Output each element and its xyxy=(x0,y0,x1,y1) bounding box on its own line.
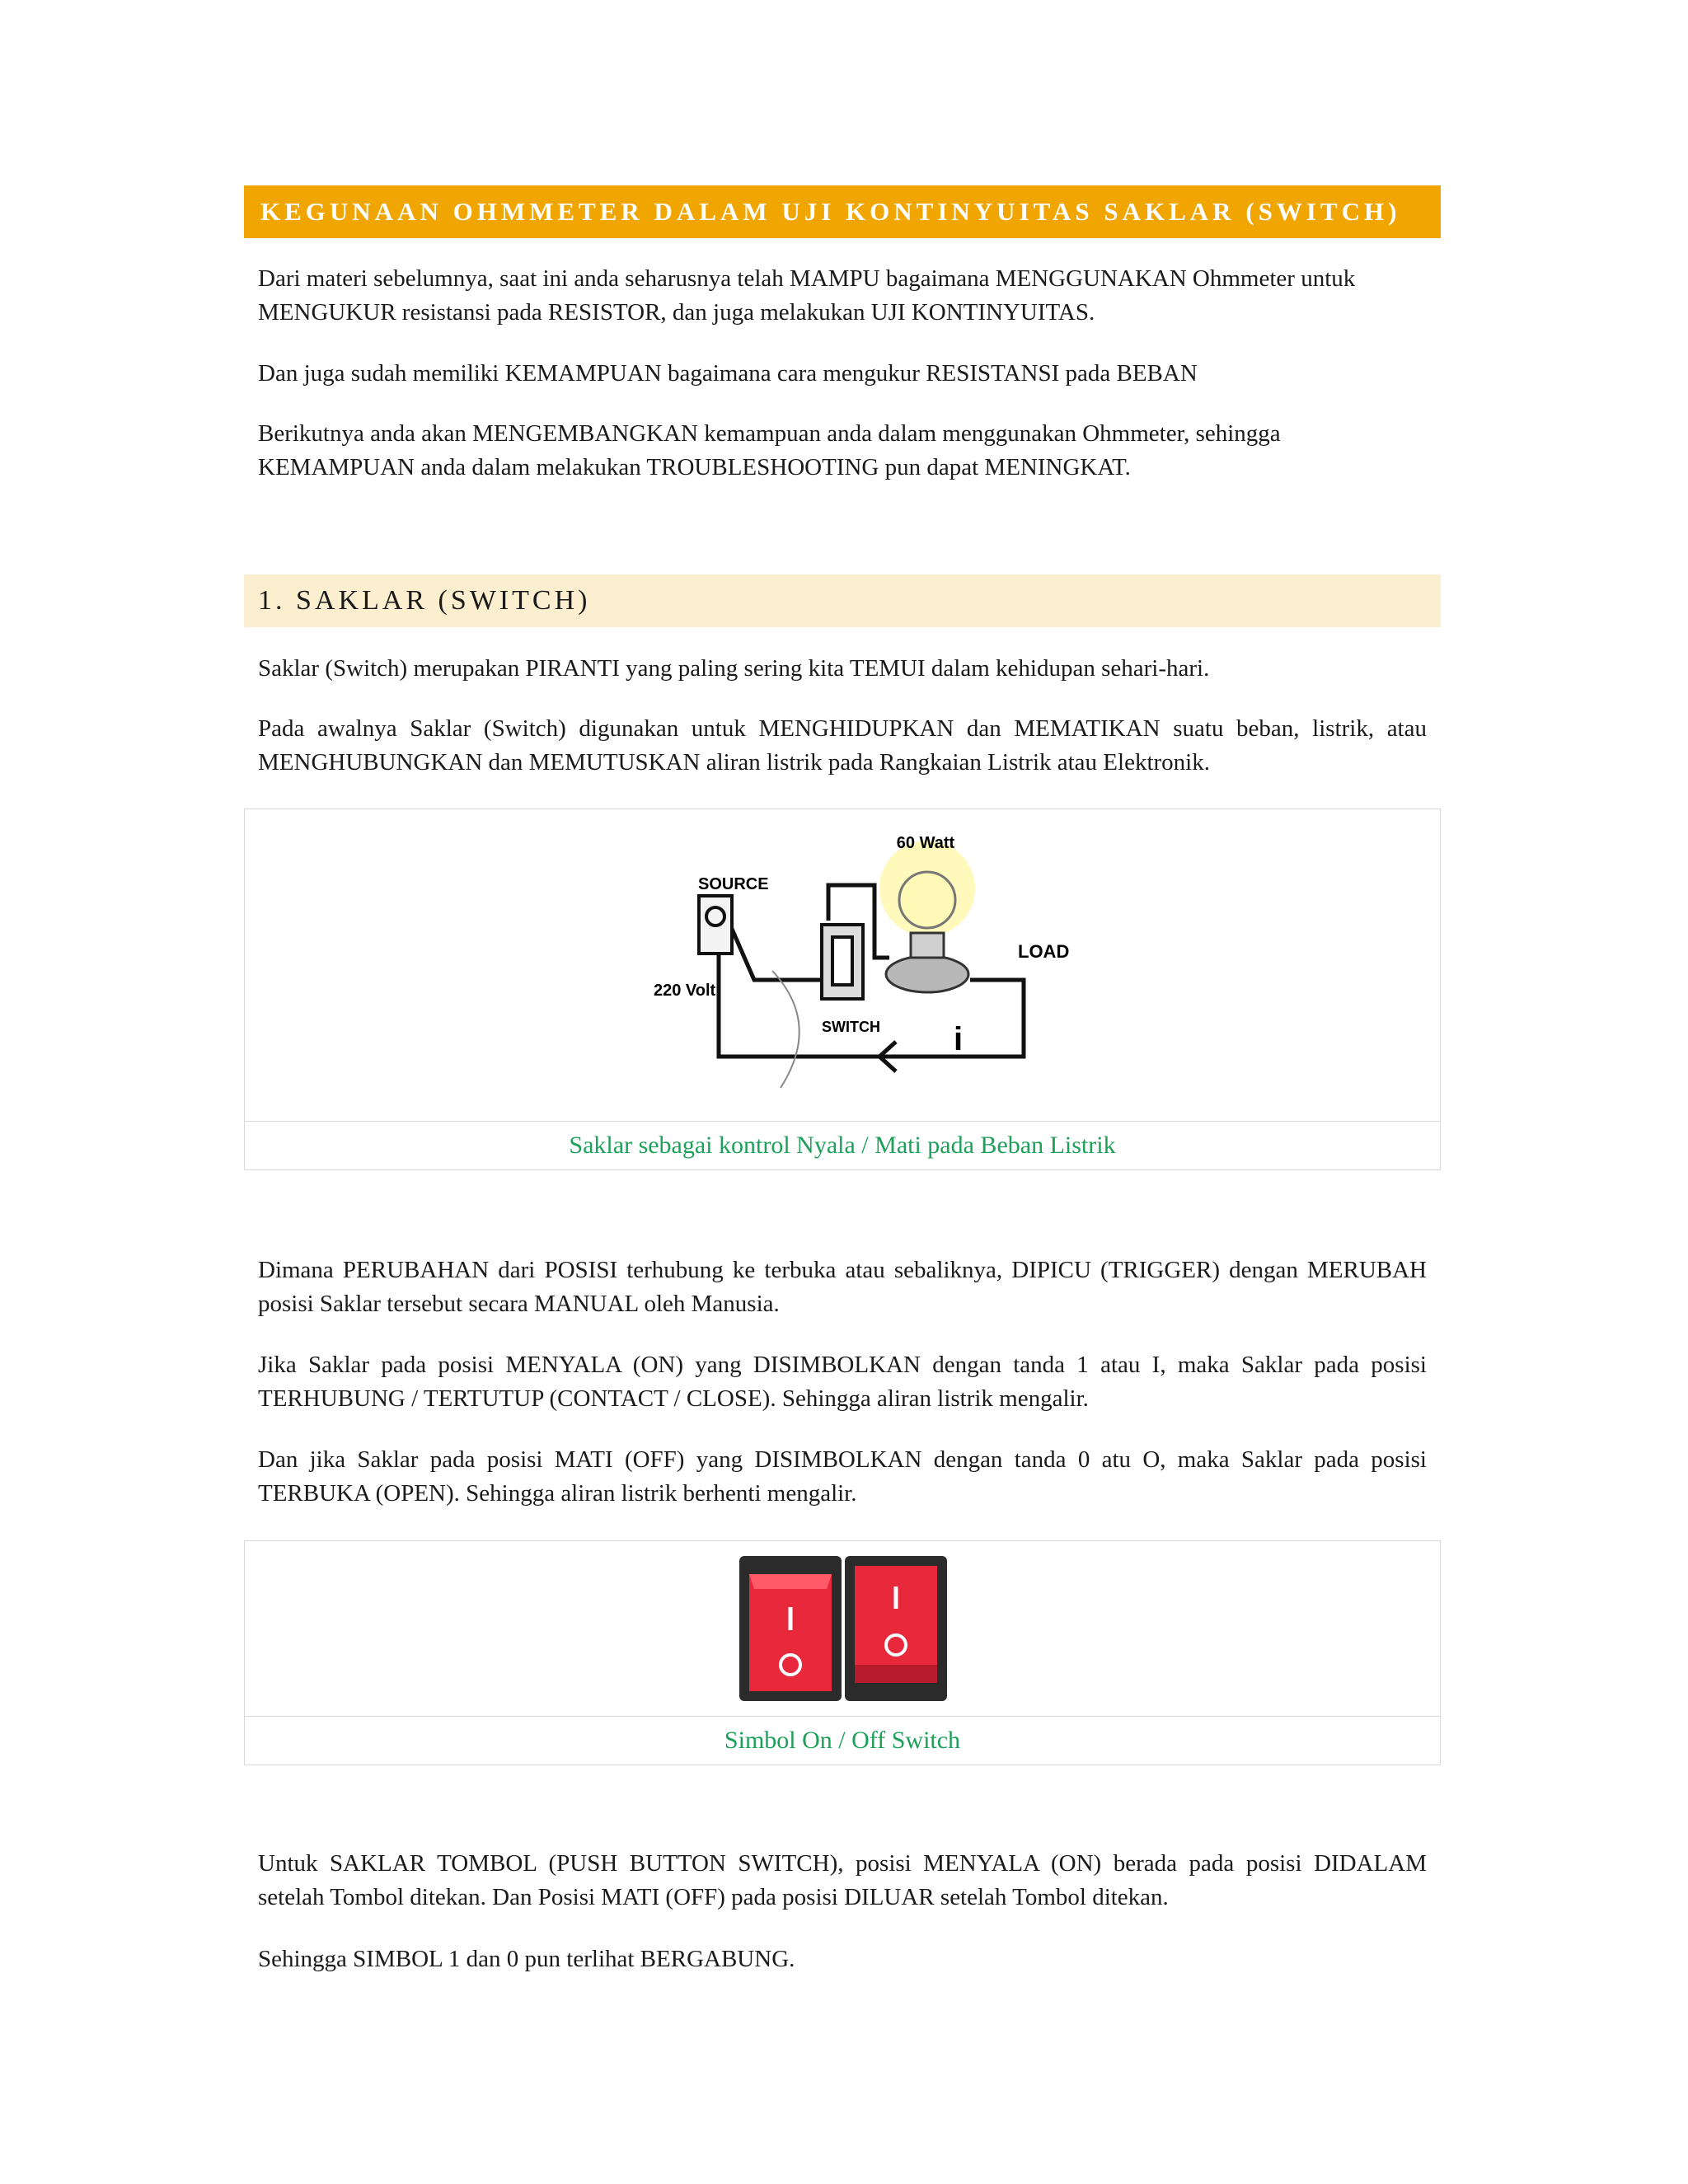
lamp-holder xyxy=(886,956,968,992)
figure-circuit xyxy=(244,808,1441,1170)
circuit-image-area xyxy=(245,809,1440,1122)
section1-paragraph-3: Dimana PERUBAHAN dari POSISI terhubung ke terbuka atau sebaliknya, DIPICU (TRIGGER) dengan MERUBAH posisi Saklar tersebut secara MANUAL oleh Manusia. xyxy=(258,1257,1427,1317)
section1-paragraph-1: Saklar (Switch) merupakan PIRANTI yang paling sering kita TEMUI dalam kehidupan sehari-hari. xyxy=(258,655,1210,682)
section1-paragraph-7: Sehingga SIMBOL 1 dan 0 pun terlihat BERGABUNG. xyxy=(258,1946,795,1972)
watt-label: 60 Watt xyxy=(896,834,955,852)
figure-switch-symbol xyxy=(244,1540,1441,1765)
arc-line xyxy=(772,971,799,1088)
section1-paragraph-6: Untuk SAKLAR TOMBOL (PUSH BUTTON SWITCH), posisi MENYALA (ON) berada pada posisi DIDALAM setelah Tombol ditekan. Dan Posisi MATI (OFF) pada posisi DILUAR setelah Tombol ditekan. xyxy=(258,1850,1427,1910)
figure-circuit-caption: Saklar sebagai kontrol Nyala / Mati pada Beban Listrik xyxy=(569,1132,1116,1159)
intro-paragraph-3: Berikutnya anda akan MENGEMBANGKAN kemampuan anda dalam menggunakan Ohmmeter, sehingga KEMAMPUAN anda dalam melakukan TROUBLESHOOTING pun dapat MENINGKAT. xyxy=(258,420,1281,480)
switch-label: SWITCH xyxy=(822,1019,880,1035)
source-label: SOURCE xyxy=(698,875,769,893)
intro-paragraph-2: Dan juga sudah memiliki KEMAMPUAN bagaimana cara mengukur RESISTANSI pada BEBAN xyxy=(258,360,1198,387)
current-label: i xyxy=(954,1021,964,1057)
switch-image-area xyxy=(245,1541,1440,1717)
switch-symbols xyxy=(245,1541,1440,1716)
circuit-diagram xyxy=(245,809,1440,1121)
load-label: LOAD xyxy=(1018,941,1070,962)
figure-switch-caption: Simbol On / Off Switch xyxy=(724,1727,961,1754)
section1-paragraph-4: Jika Saklar pada posisi MENYALA (ON) yang DISIMBOLKAN dengan tanda 1 atau I, maka Saklar pada posisi TERHUBUNG / TERTUTUP (CONTACT / CLOSE). Sehingga aliran listrik mengalir. xyxy=(258,1352,1427,1412)
section1-paragraph-5: Dan jika Saklar pada posisi MATI (OFF) yang DISIMBOLKAN dengan tanda 0 atu O, maka Saklar pada posisi TERBUKA (OPEN). Sehingga aliran listrik berhenti mengalir. xyxy=(258,1446,1427,1507)
main-title: KEGUNAAN OHMMETER DALAM UJI KONTINYUITAS SAKLAR (SWITCH) xyxy=(244,185,1441,238)
volt-label: 220 Volt xyxy=(654,982,716,1000)
return-wire xyxy=(719,916,1024,1057)
section1-paragraph-2: Pada awalnya Saklar (Switch) digunakan untuk MENGHIDUPKAN dan MEMATIKAN suatu beban, listrik, atau MENGHUBUNGKAN dan MEMUTUSKAN aliran listrik pada Rangkaian Listrik atau Elektronik. xyxy=(258,715,1427,776)
lamp-base xyxy=(911,933,944,958)
switch-toggle xyxy=(832,937,852,985)
right-switch-shadow xyxy=(855,1665,937,1683)
left-switch-highlight xyxy=(749,1574,832,1589)
section-title-saklar: 1. SAKLAR (SWITCH) xyxy=(244,574,1441,627)
light-bulb xyxy=(899,872,955,928)
intro-paragraph-1: Dari materi sebelumnya, saat ini anda seharusnya telah MAMPU bagaimana MENGGUNAKAN Ohmmeter untuk MENGUKUR resistansi pada RESISTOR, dan juga melakukan UJI KONTINYUITAS. xyxy=(258,265,1356,326)
